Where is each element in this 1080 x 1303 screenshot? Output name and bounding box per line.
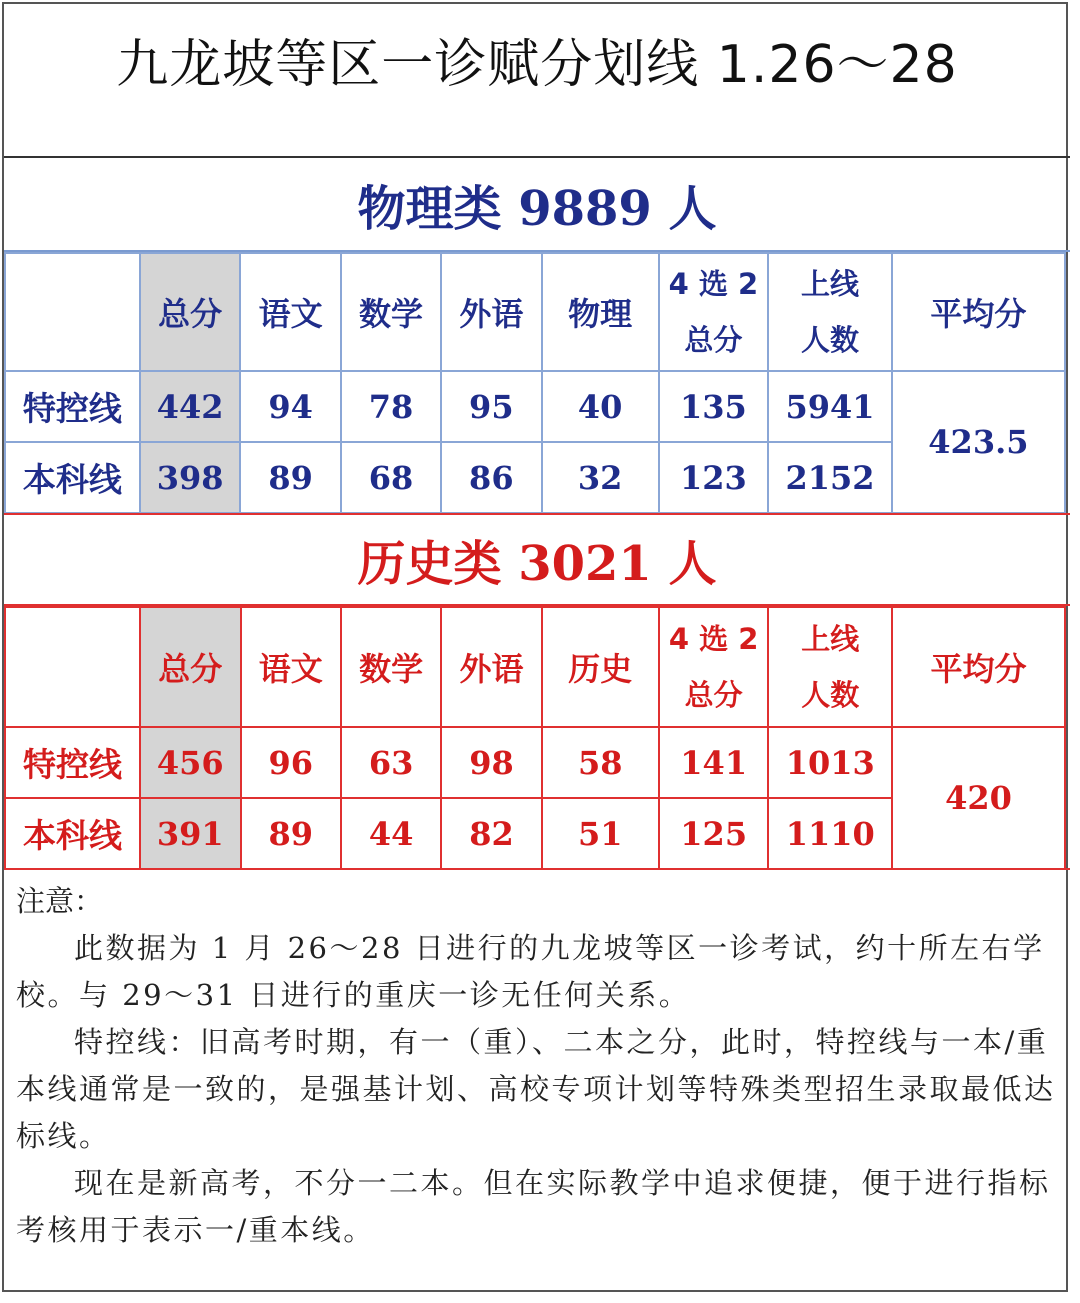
cell-elective: 141: [659, 727, 769, 798]
header-math: 数学: [341, 253, 441, 371]
page-title-text: 九龙坡等区一诊赋分划线 1.26～28: [116, 35, 958, 95]
cell-foreign: 98: [441, 727, 541, 798]
header-count: 上线 人数: [768, 253, 892, 371]
cell-elective: 135: [659, 371, 769, 442]
cell-count: 5941: [768, 371, 892, 442]
header-corner: [5, 607, 140, 727]
cell-chinese: 94: [240, 371, 340, 442]
row-label: 本科线: [5, 798, 140, 869]
page-title: [4, 4, 1070, 158]
notes-paragraph: 特控线：旧高考时期，有一（重）、二本之分，此时，特控线与一本/重本线通常是一致的，是强基计划、高校专项计划等特殊类型招生录取最低达标线。: [16, 1025, 1056, 1153]
cell-math: 63: [341, 727, 441, 798]
cell-average: 423.5: [892, 371, 1065, 513]
header-total: 总分: [140, 607, 241, 727]
header-elective: 4 选 2 总分: [659, 253, 769, 371]
cell-total: 391: [140, 798, 241, 869]
cell-history: 58: [542, 727, 659, 798]
table-header-row: [5, 253, 1065, 371]
table-row: [5, 371, 1065, 442]
cell-elective: 123: [659, 442, 769, 513]
cell-math: 78: [341, 371, 441, 442]
cell-average: 420: [892, 727, 1065, 869]
cell-math: 68: [341, 442, 441, 513]
cell-foreign: 82: [441, 798, 541, 869]
cell-foreign: 95: [441, 371, 541, 442]
row-label: 本科线: [5, 442, 140, 513]
row-label: 特控线: [5, 727, 140, 798]
notes-paragraph: 此数据为 1 月 26～28 日进行的九龙坡等区一诊考试，约十所左右学校。与 29～31 日进行的重庆一诊无任何关系。: [16, 931, 1045, 1012]
notes-paragraph: 现在是新高考，不分一二本。但在实际教学中追求便捷，便于进行指标考核用于表示一/重本线。: [16, 1166, 1051, 1247]
header-total: 总分: [140, 253, 241, 371]
header-count: 上线 人数: [768, 607, 892, 727]
cell-physics: 40: [542, 371, 659, 442]
cell-total: 442: [140, 371, 241, 442]
history-table: [4, 606, 1066, 870]
header-math: 数学: [341, 607, 441, 727]
history-section-title: 历史类 3021 人: [4, 513, 1070, 606]
cell-history: 51: [542, 798, 659, 869]
physics-table: [4, 252, 1066, 514]
header-elective: 4 选 2 总分: [659, 607, 769, 727]
cell-math: 44: [341, 798, 441, 869]
header-foreign: 外语: [441, 253, 541, 371]
table-header-row: [5, 607, 1065, 727]
header-physics: 物理: [542, 253, 659, 371]
table-row: [5, 727, 1065, 798]
score-sheet: [2, 2, 1068, 1292]
cell-count: 1013: [768, 727, 892, 798]
cell-count: 1110: [768, 798, 892, 869]
notes-section: [4, 868, 1070, 1278]
header-average: 平均分: [892, 253, 1065, 371]
header-corner: [5, 253, 140, 371]
cell-count: 2152: [768, 442, 892, 513]
cell-chinese: 96: [241, 727, 341, 798]
cell-chinese: 89: [240, 442, 340, 513]
cell-physics: 32: [542, 442, 659, 513]
cell-foreign: 86: [441, 442, 541, 513]
row-label: 特控线: [5, 371, 140, 442]
notes-heading: 注意：: [16, 884, 104, 918]
cell-chinese: 89: [241, 798, 341, 869]
header-average: 平均分: [892, 607, 1065, 727]
cell-total: 398: [140, 442, 241, 513]
cell-elective: 125: [659, 798, 769, 869]
header-foreign: 外语: [441, 607, 541, 727]
cell-total: 456: [140, 727, 241, 798]
header-chinese: 语文: [241, 607, 341, 727]
header-history: 历史: [542, 607, 659, 727]
header-chinese: 语文: [240, 253, 340, 371]
physics-section-title: 物理类 9889 人: [4, 158, 1070, 252]
